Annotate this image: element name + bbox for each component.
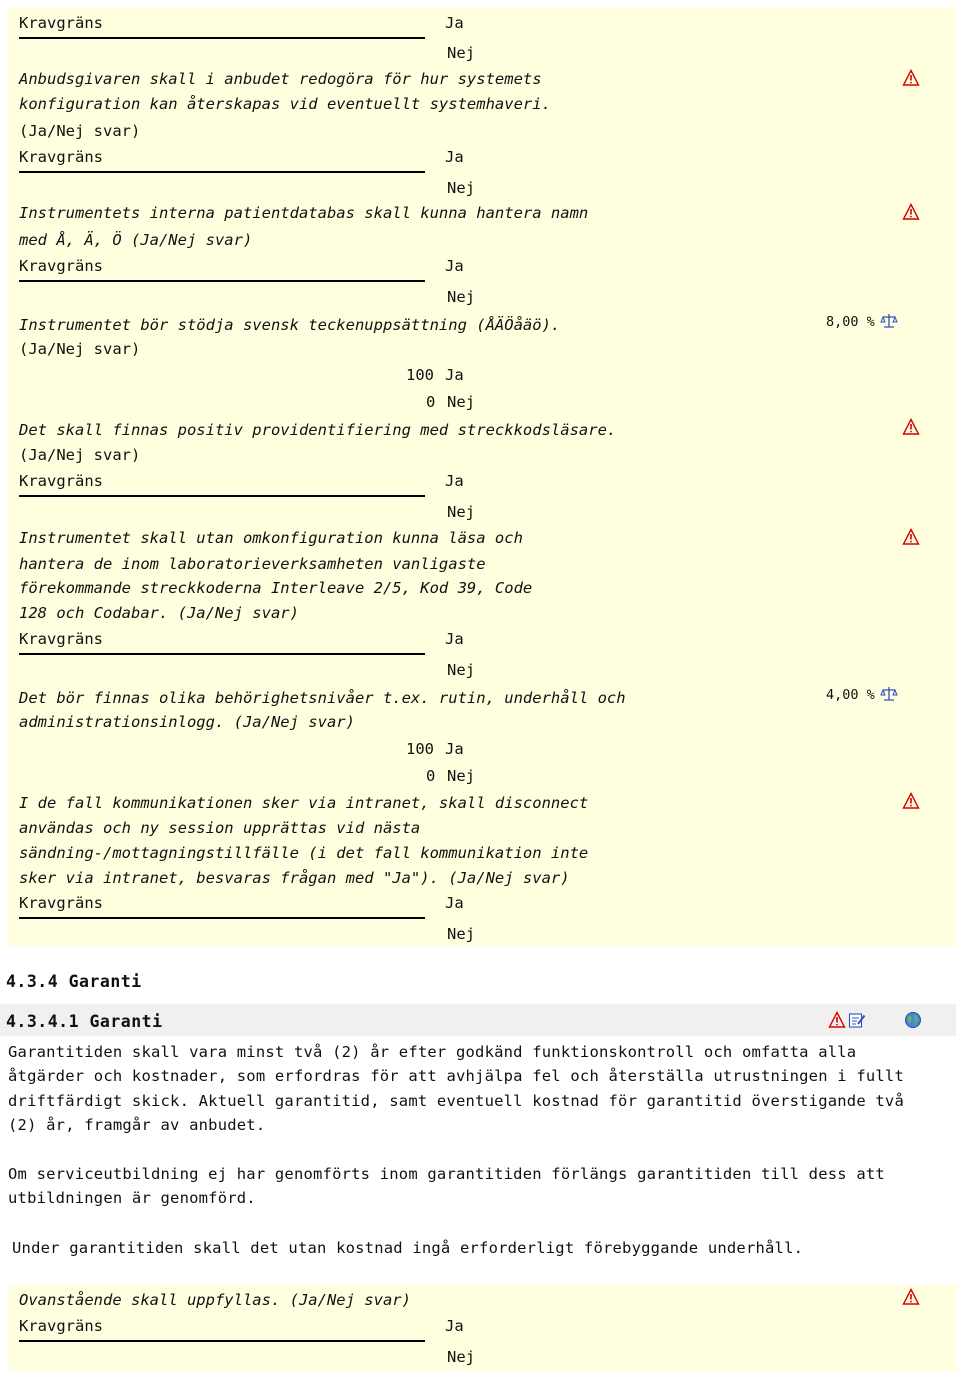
paragraph-line: Under garantitiden skall det utan kostnad ingå erforderligt förebyggande underhåll. bbox=[12, 1239, 804, 1257]
warning-triangle-icon[interactable] bbox=[902, 1288, 920, 1306]
answer-no[interactable]: Nej bbox=[447, 179, 475, 197]
answer-type: (Ja/Nej svar) bbox=[19, 122, 141, 140]
paragraph-line: Om serviceutbildning ej har genomförts inom garantitiden förlängs garantitiden till dess att bbox=[8, 1165, 885, 1183]
threshold-label: Kravgräns bbox=[19, 894, 103, 912]
answer-no[interactable]: Nej bbox=[447, 767, 475, 785]
threshold-line bbox=[19, 171, 425, 173]
edit-note-icon[interactable] bbox=[848, 1011, 866, 1029]
threshold-line bbox=[19, 917, 425, 919]
answer-yes[interactable]: Ja bbox=[445, 472, 464, 490]
requirement-text: 128 och Codabar. (Ja/Nej svar) bbox=[19, 604, 299, 622]
answer-yes[interactable]: Ja bbox=[445, 894, 464, 912]
requirement-text: Instrumentet bör stödja svensk teckenuppsättning (ÅÄÖåäö). bbox=[19, 316, 561, 334]
points-no: 0 bbox=[426, 767, 436, 785]
threshold-label: Kravgräns bbox=[19, 1317, 103, 1335]
answer-no[interactable]: Nej bbox=[447, 661, 475, 679]
requirement-text: Ovanstående skall uppfyllas. (Ja/Nej svar) bbox=[19, 1291, 411, 1309]
answer-yes[interactable]: Ja bbox=[445, 366, 464, 384]
subsection-heading: 4.3.4.1 Garanti bbox=[6, 1012, 163, 1031]
warning-triangle-icon[interactable] bbox=[902, 69, 920, 87]
answer-no[interactable]: Nej bbox=[447, 925, 475, 943]
threshold-line bbox=[19, 495, 425, 497]
warning-triangle-icon[interactable] bbox=[828, 1011, 846, 1029]
answer-no[interactable]: Nej bbox=[447, 44, 475, 62]
threshold-line bbox=[19, 1340, 425, 1342]
balance-scale-icon[interactable] bbox=[880, 685, 898, 703]
requirement-text: med Å, Ä, Ö (Ja/Nej svar) bbox=[19, 231, 253, 249]
answer-no[interactable]: Nej bbox=[447, 393, 475, 411]
points-no: 0 bbox=[426, 393, 436, 411]
requirement-text: administrationsinlogg. (Ja/Nej svar) bbox=[19, 713, 355, 731]
balance-scale-icon[interactable] bbox=[880, 312, 898, 330]
threshold-label: Kravgräns bbox=[19, 630, 103, 648]
warning-triangle-icon[interactable] bbox=[902, 418, 920, 436]
requirement-text: Det bör finnas olika behörighetsnivåer t.ex. rutin, underhåll och bbox=[19, 689, 626, 707]
requirement-text: sker via intranet, besvaras frågan med "Ja"). (Ja/Nej svar) bbox=[19, 869, 570, 887]
threshold-label: Kravgräns bbox=[19, 257, 103, 275]
threshold-label: Kravgräns bbox=[19, 472, 103, 490]
answer-no[interactable]: Nej bbox=[447, 288, 475, 306]
answer-yes[interactable]: Ja bbox=[445, 740, 464, 758]
globe-icon[interactable] bbox=[904, 1011, 922, 1029]
requirement-text: Instrumentet skall utan omkonfiguration kunna läsa och bbox=[19, 529, 523, 547]
answer-yes[interactable]: Ja bbox=[445, 148, 464, 166]
requirement-text: användas och ny session upprättas vid nästa bbox=[19, 819, 421, 837]
points-yes: 100 bbox=[406, 366, 434, 384]
answer-no[interactable]: Nej bbox=[447, 503, 475, 521]
paragraph-line: utbildningen är genomförd. bbox=[8, 1189, 256, 1207]
answer-yes[interactable]: Ja bbox=[445, 257, 464, 275]
requirement-text: Anbudsgivaren skall i anbudet redogöra för hur systemets bbox=[19, 70, 542, 88]
answer-yes[interactable]: Ja bbox=[445, 1317, 464, 1335]
requirement-text: Det skall finnas positiv providentifiering med streckkodsläsare. bbox=[19, 421, 617, 439]
paragraph-line: Garantitiden skall vara minst två (2) år efter godkänd funktionskontroll och omfatta alla bbox=[8, 1043, 857, 1061]
requirement-text: hantera de inom laboratorieverksamheten vanligaste bbox=[19, 555, 486, 573]
warning-triangle-icon[interactable] bbox=[902, 528, 920, 546]
answer-no[interactable]: Nej bbox=[447, 1348, 475, 1366]
paragraph-line: (2) år, framgår av anbudet. bbox=[8, 1116, 266, 1134]
warning-triangle-icon[interactable] bbox=[902, 792, 920, 810]
warning-triangle-icon[interactable] bbox=[902, 203, 920, 221]
requirement-text: sändning-/mottagningstillfälle (i det fall kommunikation inte bbox=[19, 844, 589, 862]
section-heading: 4.3.4 Garanti bbox=[6, 972, 142, 991]
answer-yes[interactable]: Ja bbox=[445, 630, 464, 648]
threshold-label: Kravgräns bbox=[19, 14, 103, 32]
threshold-line bbox=[19, 37, 425, 39]
answer-type: (Ja/Nej svar) bbox=[19, 446, 141, 464]
paragraph-line: driftfärdigt skick. Aktuell garantitid, samt eventuell kostnad för garantitid överstigande två bbox=[8, 1092, 904, 1110]
threshold-line bbox=[19, 280, 425, 282]
weight-value: 4,00 % bbox=[826, 687, 875, 703]
requirement-text: konfiguration kan återskapas vid eventuellt systemhaveri. bbox=[19, 95, 551, 113]
points-yes: 100 bbox=[406, 740, 434, 758]
requirement-text: I de fall kommunikationen sker via intranet, skall disconnect bbox=[19, 794, 589, 812]
answer-yes[interactable]: Ja bbox=[445, 14, 464, 32]
threshold-line bbox=[19, 653, 425, 655]
weight-value: 8,00 % bbox=[826, 314, 875, 330]
requirement-text: förekommande streckkoderna Interleave 2/5, Kod 39, Code bbox=[19, 579, 533, 597]
requirement-text: Instrumentets interna patientdatabas skall kunna hantera namn bbox=[19, 204, 589, 222]
threshold-label: Kravgräns bbox=[19, 148, 103, 166]
paragraph-line: åtgärder och kostnader, som erfordras för att avhjälpa fel och återställa utrustningen i fullt bbox=[8, 1067, 904, 1085]
answer-type: (Ja/Nej svar) bbox=[19, 340, 141, 358]
